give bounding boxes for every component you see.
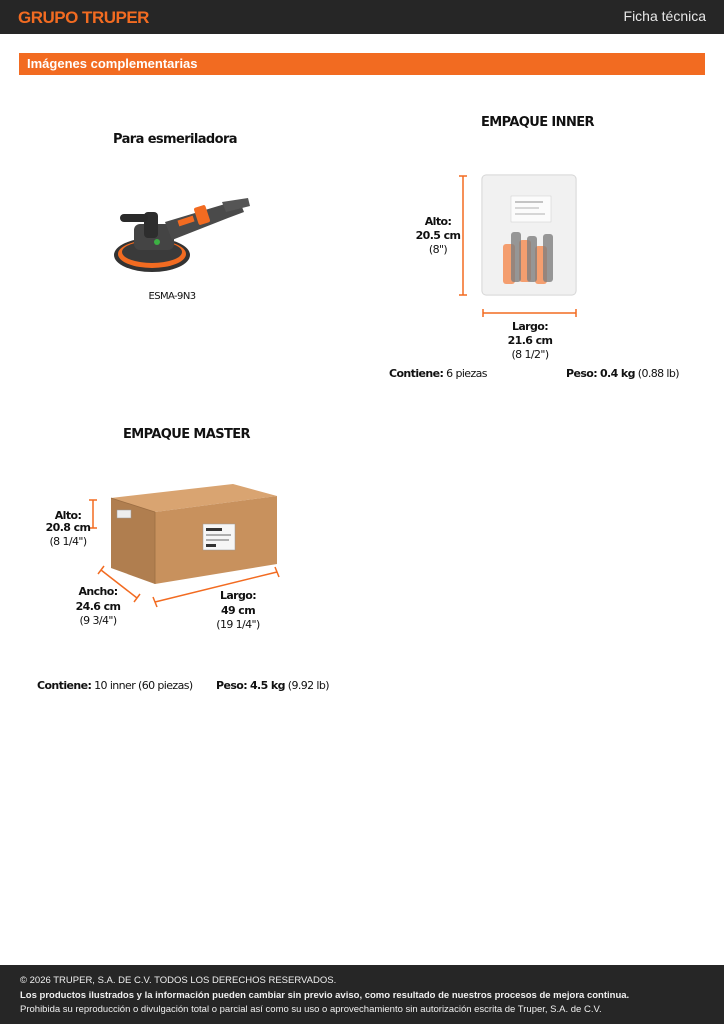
inner-largo-value: 21.6 cm — [507, 334, 553, 347]
master-contiene-value: 10 inner (60 piezas) — [94, 679, 193, 692]
master-contiene — [37, 679, 193, 692]
footer-prohibition: Prohibida su reproducción o divulgación total o parcial así como su uso o aprovechamiento sin autorización escrita de Truper, S.A. de C.V. — [20, 1004, 602, 1015]
document-type: Ficha técnica — [623, 8, 706, 24]
master-peso-value: 4.5 kg — [249, 679, 285, 692]
inner-largo-inches: (8 1/2") — [511, 348, 549, 361]
inner-peso-value: 0.4 kg — [599, 367, 635, 380]
footer — [0, 965, 724, 1024]
inner-peso-label: Peso: — [566, 367, 598, 380]
master-title: EMPAQUE MASTER — [123, 427, 250, 442]
master-peso-lb: (9.92 lb) — [287, 679, 329, 692]
footer-disclaimer: Los productos ilustrados y la información pueden cambiar sin previo aviso, como resultado de nuestros procesos de mejora continua. — [20, 990, 630, 1001]
brand-logo: GRUPO TRUPER — [18, 8, 149, 27]
inner-alto-value: 20.5 cm — [415, 229, 461, 242]
section-title: Imágenes complementarias — [27, 56, 198, 71]
inner-title: EMPAQUE INNER — [481, 115, 594, 130]
footer-copyright: © 2026 TRUPER, S.A. DE C.V. TODOS LOS DERECHOS RESERVADOS. — [20, 975, 337, 986]
inner-contiene-value: 6 piezas — [446, 367, 487, 380]
top-bar — [0, 0, 724, 34]
product-caption: Para esmeriladora — [113, 132, 237, 147]
master-largo-label: Largo: — [219, 589, 257, 602]
master-ancho-value: 24.6 cm — [75, 600, 121, 613]
master-alto-inches: (8 1/4") — [49, 535, 87, 548]
master-contiene-label: Contiene: — [37, 679, 92, 692]
angle-grinder-image — [110, 192, 255, 284]
master-ancho-label: Ancho: — [78, 585, 118, 598]
inner-contiene — [389, 367, 487, 380]
inner-alto-inches: (8") — [428, 243, 448, 256]
master-peso — [216, 679, 329, 692]
product-model: ESMA-9N3 — [148, 291, 196, 302]
master-largo-inches: (19 1/4") — [216, 618, 260, 631]
section-header — [19, 53, 705, 75]
master-alto-label: Alto: — [54, 509, 82, 522]
master-peso-label: Peso: — [216, 679, 248, 692]
master-ancho-inches: (9 3/4") — [79, 614, 117, 627]
inner-peso — [566, 367, 679, 380]
inner-contiene-label: Contiene: — [389, 367, 444, 380]
master-alto-value: 20.8 cm — [45, 521, 91, 534]
inner-peso-lb: (0.88 lb) — [637, 367, 679, 380]
inner-bag-image — [481, 174, 577, 296]
master-largo-value: 49 cm — [220, 604, 256, 617]
inner-alto-label: Alto: — [424, 215, 452, 228]
inner-largo-label: Largo: — [511, 320, 549, 333]
